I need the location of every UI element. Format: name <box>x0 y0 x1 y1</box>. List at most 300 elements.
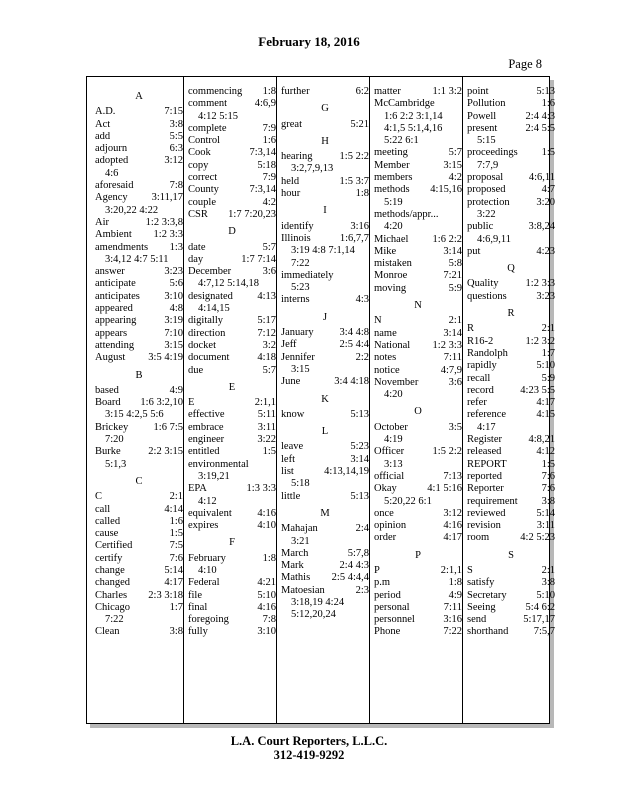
index-entry <box>281 221 369 233</box>
index-term: personnel <box>374 614 415 626</box>
page-line-refs: 7:3,14 <box>249 184 276 196</box>
page-line-refs: 5:17,17 <box>523 614 555 626</box>
index-entry <box>374 577 462 589</box>
index-entry <box>188 86 276 98</box>
index-term: appearing <box>95 315 137 327</box>
index-entry <box>188 365 276 377</box>
page-line-refs: 7:12 <box>257 327 276 339</box>
index-entry <box>95 229 183 241</box>
index-term: name <box>374 327 397 339</box>
index-column-2 <box>188 86 276 639</box>
index-entry <box>281 466 369 478</box>
page-line-refs: 3:8 <box>169 626 183 638</box>
index-term: room <box>467 532 490 544</box>
index-entry <box>188 209 276 221</box>
page-line-refs: 3:10 <box>257 626 276 638</box>
index-term: questions <box>467 290 507 302</box>
page-line-refs: 7:22 <box>443 626 462 638</box>
index-entry <box>95 590 183 602</box>
page-line-refs: 5:10 <box>257 589 276 601</box>
index-entry <box>374 377 462 389</box>
footer-company: L.A. Court Reporters, L.L.C. <box>230 734 388 748</box>
index-term: hour <box>281 188 301 200</box>
index-entry <box>188 135 276 147</box>
index-term: reported <box>467 470 502 482</box>
page-line-refs: 5:9 <box>541 372 555 384</box>
index-term: Federal <box>188 577 220 589</box>
index-term: National <box>374 339 411 351</box>
index-entry <box>188 123 276 135</box>
page-line-refs: 3:11 <box>257 421 276 433</box>
page-line-refs: 3:8 <box>541 495 555 507</box>
letter-heading: C <box>135 475 143 487</box>
index-term: once <box>374 507 394 519</box>
page-line-refs: 5:9 <box>448 282 462 294</box>
index-entry <box>281 119 369 131</box>
page-line-refs: 7:15 <box>164 106 183 118</box>
page-line-refs: 2:2 <box>355 351 369 363</box>
index-term: satisfy <box>467 577 495 589</box>
index-entry <box>95 131 183 143</box>
index-entry <box>467 397 555 409</box>
page-line-refs: 4:8 <box>169 303 183 315</box>
page-line-refs: 3:5 <box>448 421 462 433</box>
index-term: copy <box>188 159 209 171</box>
page-line-refs: 4:14 <box>164 503 183 515</box>
page-line-refs: 7:6 <box>541 470 555 482</box>
index-term: November <box>374 376 419 388</box>
index-term: expires <box>188 520 219 532</box>
page-line-refs: 1:2 3:3 <box>153 229 183 241</box>
entry-continuation: 5:15 <box>477 135 496 147</box>
column-divider <box>369 77 370 723</box>
index-entry <box>188 577 276 589</box>
page-line-refs: 4:17 <box>164 577 183 589</box>
document-date: February 18, 2016 <box>258 34 360 49</box>
page-line-refs: 2:1 <box>541 564 555 576</box>
page-line-refs: 1:7 <box>169 601 183 613</box>
letter-heading: I <box>323 205 327 217</box>
index-term: complete <box>188 122 227 134</box>
index-term: couple <box>188 196 216 208</box>
index-entry <box>374 471 462 483</box>
index-term: interns <box>281 294 310 306</box>
index-term: great <box>281 118 302 130</box>
index-entry <box>467 446 555 458</box>
page-line-refs: 2:4 4:3 <box>339 560 369 572</box>
index-entry <box>467 626 555 638</box>
page-line-refs: 7:13 <box>443 470 462 482</box>
letter-heading: A <box>135 91 143 102</box>
entry-continuation: 4:12 <box>198 495 217 507</box>
index-entry: P 2:1,1 <box>374 564 462 576</box>
page-line-refs: 7:5,7 <box>533 626 555 638</box>
entry-continuation: 3:20,22 4:22 <box>105 204 159 216</box>
page-line-refs: 3:12 <box>443 507 462 519</box>
index-term: Monroe <box>374 270 408 282</box>
index-entry <box>467 221 555 233</box>
index-entry <box>95 119 183 131</box>
index-entry <box>188 614 276 626</box>
index-entry <box>467 184 555 196</box>
letter-heading: G <box>321 103 329 115</box>
index-term: based <box>95 384 119 396</box>
entry-continuation: 4:1,5 5:1,4,16 <box>384 122 443 134</box>
page-line-refs: 5:4 6:2 <box>525 601 555 613</box>
index-term: direction <box>188 327 226 339</box>
page-line-refs: 1:5 <box>169 528 183 540</box>
page-line-refs: 1:7 7:14 <box>241 253 276 265</box>
page-line-refs: 1:5 3:7 <box>339 175 369 187</box>
page-line-refs: 5:10 <box>536 360 555 372</box>
index-entry <box>95 446 183 458</box>
index-entry <box>188 508 276 520</box>
index-entry <box>467 172 555 184</box>
index-entry <box>374 246 462 258</box>
page-line-refs: 5:17 <box>257 315 276 327</box>
page-line-refs: 4:17 <box>443 532 462 544</box>
index-term: commencing <box>188 86 243 97</box>
page-line-refs: 2:3 3:18 <box>148 589 183 601</box>
index-term: released <box>467 446 502 458</box>
letter-heading: R <box>507 308 515 320</box>
page-line-refs: 2:5 4:4 <box>339 339 369 351</box>
entry-continuation: 3:19 4:8 7:1,14 <box>291 245 355 257</box>
index-entry <box>374 340 462 352</box>
entry-continuation: 5:22 6:1 <box>384 135 419 147</box>
page-line-refs: 5:7 <box>448 147 462 159</box>
index-term: answer <box>95 266 125 278</box>
index-column-4 <box>374 86 462 639</box>
index-entry <box>95 278 183 290</box>
page-line-refs: 4:1 5:16 <box>427 483 462 495</box>
index-entry <box>467 86 555 98</box>
letter-heading: L <box>321 426 329 438</box>
index-term: Act <box>95 118 111 130</box>
page-line-refs: 3:14 <box>350 453 369 465</box>
index-term: send <box>467 614 487 626</box>
index-entry <box>467 590 555 602</box>
index-entry <box>188 434 276 446</box>
index-entry <box>467 98 555 110</box>
index-entry <box>281 548 369 560</box>
page-line-refs: 2:4 5:5 <box>525 122 555 134</box>
page-line-refs: 4:16 <box>257 507 276 519</box>
page-line-refs: 4:7 <box>541 184 555 196</box>
index-term: put <box>467 245 481 257</box>
index-entry <box>281 151 369 163</box>
entry-continuation: 7:20 <box>105 434 124 446</box>
index-term: Ambient <box>95 229 132 241</box>
index-entry <box>188 520 276 532</box>
page-line-refs: 3:6 <box>262 266 276 278</box>
page-line-refs: 1:8 <box>355 188 369 200</box>
index-entry: S 2:1 <box>467 564 555 576</box>
page-line-refs: 3:22 <box>257 434 276 446</box>
page-line-refs: 1:5 <box>541 147 555 159</box>
entry-continuation: 3:21 <box>291 535 310 547</box>
page-line-refs: 7:3,14 <box>249 147 276 159</box>
index-entry <box>281 294 369 306</box>
index-entry <box>95 385 183 397</box>
index-entry <box>374 258 462 270</box>
index-term: County <box>188 184 219 196</box>
page-line-refs: 3:14 <box>443 327 462 339</box>
index-term: leave <box>281 441 304 453</box>
index-entry <box>374 234 462 246</box>
index-entry <box>188 602 276 614</box>
index-term: environmental <box>188 458 249 470</box>
index-term: hearing <box>281 151 313 163</box>
index-entry <box>95 242 183 254</box>
page-line-refs: 4:17 <box>536 397 555 409</box>
index-term: date <box>188 241 206 253</box>
index-entry <box>188 147 276 159</box>
page-line-refs: 5:13 <box>350 490 369 502</box>
index-term: list <box>281 466 294 478</box>
index-term: Mathis <box>281 572 311 584</box>
index-term: June <box>281 376 301 388</box>
index-term: p.m <box>374 577 391 589</box>
index-entry <box>281 523 369 535</box>
index-entry <box>95 155 183 167</box>
index-term: Michael <box>374 233 409 245</box>
page-line-refs: 1:6 <box>169 515 183 527</box>
page-line-refs: 5:7 <box>262 364 276 376</box>
index-entry <box>188 172 276 184</box>
index-term: January <box>281 327 314 339</box>
page-line-refs: 3:23 <box>536 290 555 302</box>
index-term: Member <box>374 159 410 171</box>
index-column-5 <box>467 86 555 639</box>
page-line-refs: 7:6 <box>169 552 183 564</box>
entry-continuation: 5:23 <box>291 282 310 294</box>
index-term: due <box>188 364 204 376</box>
index-entry <box>467 111 555 123</box>
entry-continuation: 4:14,15 <box>198 303 230 315</box>
index-entry <box>467 520 555 532</box>
index-term: file <box>188 589 202 601</box>
index-entry <box>467 508 555 520</box>
index-term: foregoing <box>188 614 229 626</box>
index-term: change <box>95 564 125 576</box>
page-line-refs: 4:8,21 <box>528 434 555 446</box>
index-entry <box>188 483 276 495</box>
page-line-refs: 2:1 <box>541 323 555 335</box>
index-term: docket <box>188 339 216 351</box>
index-entry <box>95 266 183 278</box>
index-term: notes <box>374 352 397 364</box>
index-entry <box>281 233 369 245</box>
index-entry <box>95 315 183 327</box>
index-entry <box>467 532 555 544</box>
index-entry <box>95 180 183 192</box>
index-entry <box>188 422 276 434</box>
page-line-refs: 3:16 <box>350 220 369 232</box>
index-term: identify <box>281 220 314 232</box>
page-line-refs: 3:11,17 <box>151 192 183 204</box>
index-term: refer <box>467 397 487 409</box>
index-entry <box>188 160 276 172</box>
index-term: know <box>281 408 305 420</box>
page-line-refs: 4:13 <box>257 290 276 302</box>
page-line-refs: 1:2 3:3,8 <box>145 216 183 228</box>
index-entry <box>188 590 276 602</box>
page-line-refs: 2:4 <box>355 523 369 535</box>
index-term: public <box>467 221 494 233</box>
index-column-1 <box>95 86 183 639</box>
index-term: Mike <box>374 245 397 257</box>
entry-continuation: 3:15 4:2,5 5:6 <box>105 409 164 421</box>
page-line-refs: 5:11 <box>257 409 276 421</box>
entry-continuation: 3:15 <box>291 363 310 375</box>
page-line-refs: 2:1,1 <box>254 397 276 409</box>
entry-continuation: 4:10 <box>198 564 217 576</box>
letter-heading: E <box>228 381 236 393</box>
index-term: cause <box>95 528 119 540</box>
index-term: Randolph <box>467 347 508 359</box>
entry-continuation: 5:20,22 6:1 <box>384 495 432 507</box>
letter-heading: O <box>414 406 422 418</box>
entry-continuation: 3:2,7,9,13 <box>291 163 334 175</box>
index-entry <box>281 86 369 98</box>
index-term: point <box>467 86 489 97</box>
index-entry <box>374 365 462 377</box>
index-term: anticipate <box>95 278 136 290</box>
index-entry <box>467 278 555 290</box>
index-entry <box>374 98 462 110</box>
index-entry <box>95 340 183 352</box>
page-line-refs: 6:2 <box>355 86 369 97</box>
page-line-refs: 4:9 <box>169 384 183 396</box>
index-term: recall <box>467 372 491 384</box>
page-line-refs: 1:6 2:2 <box>432 233 462 245</box>
index-term: equivalent <box>188 507 232 519</box>
page-line-refs: 2:4 4:3 <box>525 110 555 122</box>
index-entry <box>467 147 555 159</box>
index-entry: N 2:1 <box>374 315 462 327</box>
index-entry <box>467 123 555 135</box>
letter-heading: B <box>135 369 143 381</box>
index-entry <box>374 626 462 638</box>
index-entry <box>467 459 555 471</box>
index-term: revision <box>467 520 501 532</box>
index-entry <box>95 553 183 565</box>
page-line-refs: 5:7 <box>262 241 276 253</box>
index-term: changed <box>95 577 130 589</box>
page-line-refs: 4:9 <box>448 589 462 601</box>
index-entry: C 2:1 <box>95 491 183 503</box>
index-entry <box>95 328 183 340</box>
index-term: present <box>467 122 498 134</box>
index-entry <box>374 270 462 282</box>
index-term: Cook <box>188 147 211 159</box>
page-line-refs: 1:6 <box>541 98 555 110</box>
page-line-refs: 7:21 <box>443 270 462 282</box>
index-entry <box>374 446 462 458</box>
page-line-refs: 1:3 3:3 <box>246 483 276 495</box>
index-term: December <box>188 266 232 278</box>
index-entry <box>281 572 369 584</box>
index-term: official <box>374 470 405 482</box>
entry-continuation: 5:12,20,24 <box>291 609 336 621</box>
page-line-refs: 4:15,16 <box>430 184 462 196</box>
letter-heading: Q <box>507 263 515 275</box>
index-term: adopted <box>95 155 129 167</box>
page-line-refs: 1:6 3:2,10 <box>140 397 183 409</box>
index-entry <box>374 160 462 172</box>
index-term: matter <box>374 86 401 97</box>
page-line-refs: 1:6 7:5 <box>153 421 183 433</box>
index-entry <box>467 246 555 258</box>
index-entry <box>95 602 183 614</box>
page-line-refs: 5:23 <box>350 441 369 453</box>
index-entry <box>467 614 555 626</box>
entry-continuation: 7:22 <box>291 257 310 269</box>
entry-continuation: 3:22 <box>477 208 496 220</box>
page-line-refs: 3:19 <box>164 315 183 327</box>
index-entry <box>95 143 183 155</box>
letter-heading: K <box>321 393 329 405</box>
letter-heading: F <box>229 537 235 549</box>
index-entry <box>374 184 462 196</box>
page-line-refs: 3:20 <box>536 196 555 208</box>
index-term: Mark <box>281 560 304 572</box>
page-line-refs: 7:5 <box>169 540 183 552</box>
index-term: final <box>188 601 208 613</box>
index-entry <box>467 434 555 446</box>
page-line-refs: 5:13 <box>536 86 555 97</box>
entry-continuation: 4:7,12 5:14,18 <box>198 278 259 290</box>
page-line-refs: 4:23 5:5 <box>520 384 555 396</box>
entry-continuation: 4:20 <box>384 221 403 233</box>
page-line-refs: 5:14 <box>536 507 555 519</box>
page-line-refs: 1:7 7:20,23 <box>228 208 276 220</box>
index-term: proposed <box>467 184 506 196</box>
index-term: members <box>374 172 413 184</box>
index-entry <box>281 409 369 421</box>
letter-heading: P <box>415 549 421 561</box>
index-term: August <box>95 352 126 364</box>
index-term: Certified <box>95 540 133 552</box>
letter-heading: S <box>508 549 514 561</box>
index-entry <box>95 422 183 434</box>
entry-continuation: 3:4,12 4:7 5:11 <box>105 253 169 265</box>
index-entry <box>467 602 555 614</box>
index-entry <box>281 454 369 466</box>
index-term: adjourn <box>95 143 128 155</box>
index-term: Secretary <box>467 589 507 601</box>
page-line-refs: 3:5 4:19 <box>148 352 183 364</box>
entry-continuation: 5:19 <box>384 196 403 208</box>
index-entry <box>188 266 276 278</box>
index-entry <box>95 577 183 589</box>
index-term: little <box>281 490 301 502</box>
index-entry <box>374 172 462 184</box>
page-line-refs: 1:8 <box>262 552 276 564</box>
page-line-refs: 7:6 <box>541 483 555 495</box>
entry-continuation: 5:1,3 <box>105 458 127 470</box>
page-line-refs: 7:9 <box>262 122 276 134</box>
page-line-refs: 4:16 <box>257 601 276 613</box>
index-term: Officer <box>374 446 405 458</box>
index-entry <box>95 626 183 638</box>
index-term: add <box>95 130 111 142</box>
index-term: Charles <box>95 589 128 601</box>
index-entry <box>95 303 183 315</box>
index-term: Burke <box>95 446 121 458</box>
entry-continuation: 4:19 <box>384 434 403 446</box>
